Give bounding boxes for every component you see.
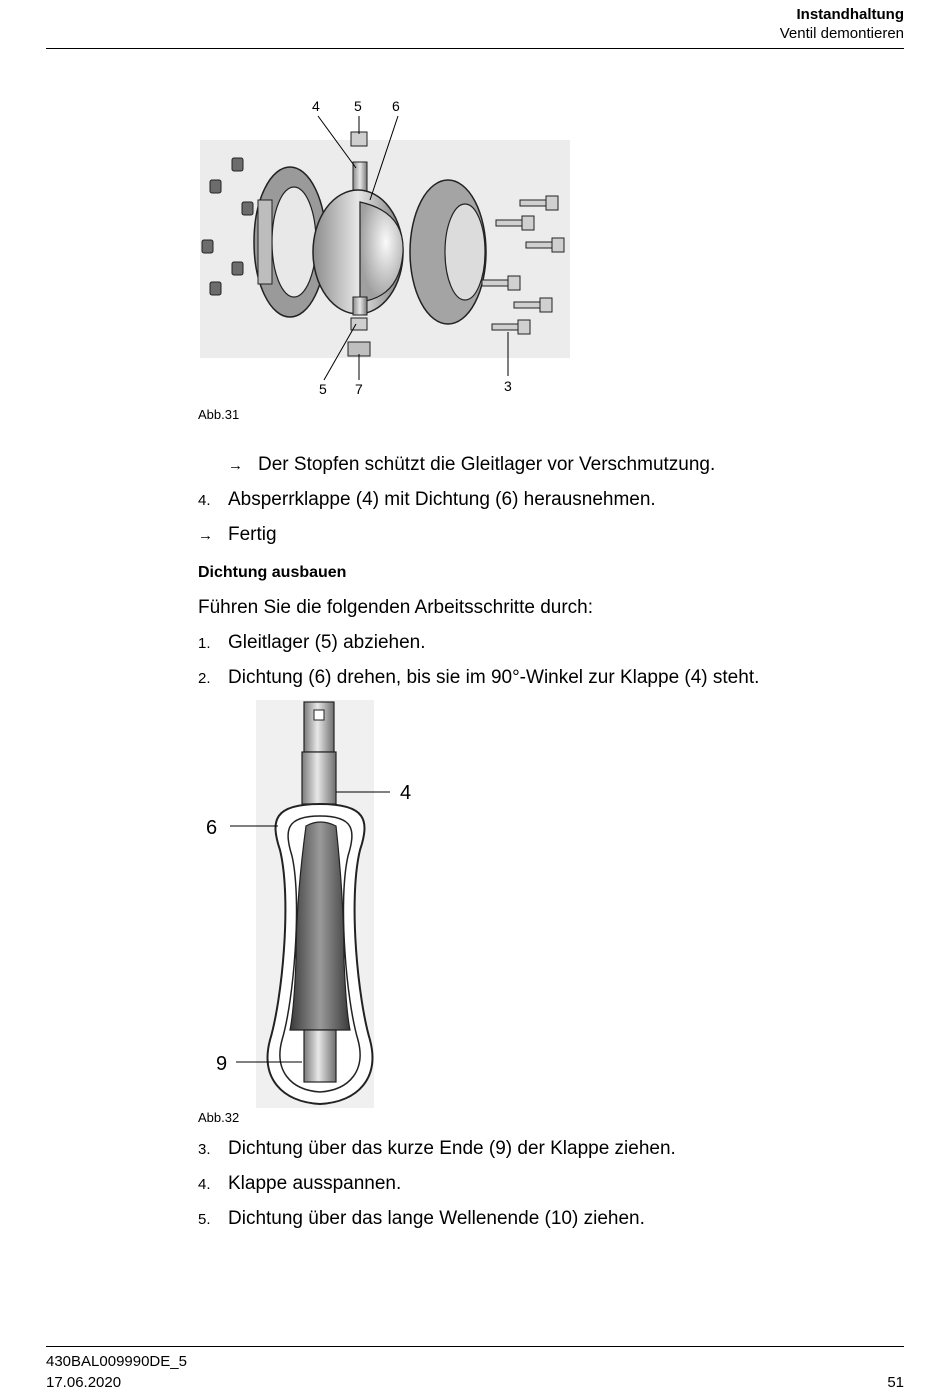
step-number: 5.	[198, 1211, 211, 1228]
header-title: Instandhaltung	[796, 6, 904, 23]
footer-date: 17.06.2020	[46, 1374, 122, 1391]
step-2-line	[198, 667, 759, 689]
callout-6: 6	[206, 817, 218, 839]
result-text-1: Der Stopfen schützt die Gleitlager vor Verschmutzung.	[258, 454, 716, 475]
step-number: 1.	[198, 635, 211, 652]
result-text-2: Fertig	[228, 524, 277, 545]
callout-6: 6	[392, 98, 400, 114]
header-subtitle: Ventil demontieren	[779, 25, 904, 42]
section-heading: Dichtung ausbauen	[198, 564, 347, 581]
result-line-2	[198, 524, 277, 546]
bearing-top	[351, 132, 367, 146]
disc-seal-figure	[198, 700, 438, 1110]
callout-9: 9	[216, 1053, 228, 1075]
step-text: Gleitlager (5) abziehen.	[228, 632, 426, 653]
result-line-1	[228, 454, 715, 476]
step-text: Dichtung über das kurze Ende (9) der Klappe ziehen.	[228, 1138, 676, 1159]
step-text: Absperrklappe (4) mit Dichtung (6) herausnehmen.	[228, 489, 656, 510]
section-intro: Führen Sie die folgenden Arbeitsschritte durch:	[198, 597, 594, 618]
arrow-icon: →	[198, 527, 213, 544]
step-text: Dichtung über das lange Wellenende (10) ziehen.	[228, 1208, 645, 1229]
footer-rule	[46, 1346, 904, 1347]
right-flange	[410, 180, 486, 324]
step-number: 2.	[198, 670, 211, 687]
callout-3: 3	[504, 378, 512, 394]
callout-4: 4	[312, 98, 320, 114]
step-1-line	[198, 632, 426, 654]
shaft-short-end	[304, 1030, 336, 1082]
callout-7: 7	[355, 381, 363, 397]
step-text: Klappe ausspannen.	[228, 1173, 402, 1194]
step-number: 4.	[198, 1176, 211, 1193]
step-5-line	[198, 1208, 645, 1230]
callout-5-top: 5	[354, 98, 362, 114]
callout-5-bottom: 5	[319, 381, 327, 397]
step-3-line	[198, 1138, 676, 1160]
arrow-icon: →	[228, 457, 243, 474]
footer-doc-id: 430BAL009990DE_5	[46, 1353, 187, 1370]
step-number: 3.	[198, 1141, 211, 1158]
step-4b-line	[198, 1173, 401, 1195]
step-4-line	[198, 489, 656, 511]
header-rule	[46, 48, 904, 49]
step-text: Dichtung (6) drehen, bis sie im 90°-Winkel zur Klappe (4) steht.	[228, 667, 760, 688]
page-number: 51	[887, 1374, 904, 1391]
plug-bottom	[348, 342, 370, 356]
exploded-valve-figure	[190, 92, 590, 402]
step-number: 4.	[198, 492, 211, 509]
callout-4: 4	[400, 782, 412, 804]
figure-caption-31: Abb.31	[198, 407, 240, 422]
figure-caption-32: Abb.32	[198, 1110, 240, 1125]
